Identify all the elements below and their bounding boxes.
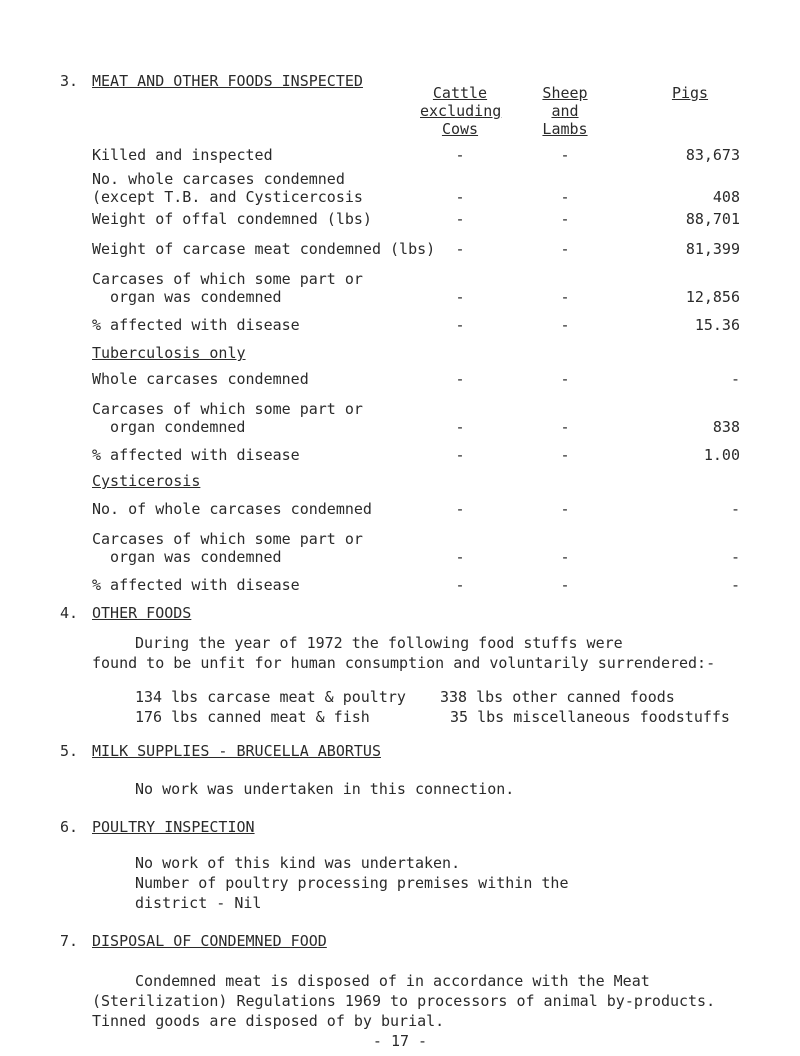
section-7-title: DISPOSAL OF CONDEMNED FOOD	[92, 932, 327, 950]
section-4-para-line2: found to be unfit for human consumption and voluntarily surrendered:-	[92, 654, 716, 672]
row-carcase-meat-pigs: 81,399	[685, 240, 740, 258]
tb-row-part-pigs: 838	[712, 418, 740, 436]
section-7-para-line1: Condemned meat is disposed of in accordance with the Meat	[135, 972, 650, 990]
row-carcase-meat-label: Weight of carcase meat condemned (lbs)	[92, 240, 436, 258]
tb-row-affected-label: % affected with disease	[92, 446, 300, 464]
cy-row-whole-label: No. of whole carcases condemned	[92, 500, 372, 518]
section-4-title: OTHER FOODS	[92, 604, 192, 622]
tb-row-part-label-1: Carcases of which some part or	[92, 400, 363, 418]
section-6-para-line3: district - Nil	[135, 894, 262, 912]
row-affected-cattle: -	[455, 316, 465, 334]
row-killed-label: Killed and inspected	[92, 146, 273, 164]
row-affected-pigs: 15.36	[694, 316, 740, 334]
cy-row-affected-pigs: -	[730, 576, 740, 594]
row-part-cattle: -	[455, 288, 465, 306]
section-5-title: MILK SUPPLIES - BRUCELLA ABORTUS	[92, 742, 381, 760]
section-7-para-line3: Tinned goods are disposed of by burial.	[92, 1012, 445, 1030]
tb-row-part-sheep: -	[560, 418, 570, 436]
section-6-title: POULTRY INSPECTION	[92, 818, 255, 836]
tb-row-affected-cattle: -	[455, 446, 465, 464]
section-5-para: No work was undertaken in this connection.	[135, 780, 515, 798]
cy-row-whole-sheep: -	[560, 500, 570, 518]
row-whole-cattle: -	[455, 188, 465, 206]
cy-row-part-label-1: Carcases of which some part or	[92, 530, 363, 548]
row-whole-sheep: -	[560, 188, 570, 206]
tb-row-whole-label: Whole carcases condemned	[92, 370, 309, 388]
tb-row-whole-pigs: -	[730, 370, 740, 388]
header-cattle-line2: excluding	[420, 102, 502, 120]
section-4-para-line1: During the year of 1972 the following food stuffs were	[135, 634, 623, 652]
tb-row-whole-cattle: -	[455, 370, 465, 388]
tb-row-part-cattle: -	[455, 418, 465, 436]
header-sheep-line2: and	[551, 102, 579, 120]
row-killed-pigs: 83,673	[685, 146, 740, 164]
cysticerosis-heading: Cysticerosis	[92, 472, 201, 490]
section-6-para-line2: Number of poultry processing premises within the	[135, 874, 569, 892]
section-6-number: 6.	[60, 818, 79, 836]
row-part-label-1: Carcases of which some part or	[92, 270, 363, 288]
row-part-label-2: organ was condemned	[110, 288, 282, 306]
section-5-number: 5.	[60, 742, 79, 760]
row-killed-cattle: -	[455, 146, 465, 164]
header-sheep-line3: Lambs	[542, 120, 588, 138]
cy-row-whole-pigs: -	[730, 500, 740, 518]
food-item-2: 338 lbs other canned foods	[440, 688, 675, 706]
row-whole-pigs: 408	[712, 188, 740, 206]
header-pigs: Pigs	[671, 84, 709, 102]
cy-row-affected-cattle: -	[455, 576, 465, 594]
row-part-sheep: -	[560, 288, 570, 306]
tb-row-whole-sheep: -	[560, 370, 570, 388]
row-whole-label-1: No. whole carcases condemned	[92, 170, 345, 188]
row-offal-cattle: -	[455, 210, 465, 228]
header-cattle-line1: Cattle	[432, 84, 488, 102]
row-offal-pigs: 88,701	[685, 210, 740, 228]
food-item-4: 35 lbs miscellaneous foodstuffs	[450, 708, 730, 726]
tb-row-part-label-2: organ condemned	[110, 418, 246, 436]
cy-row-part-sheep: -	[560, 548, 570, 566]
row-affected-label: % affected with disease	[92, 316, 300, 334]
section-3-number: 3.	[60, 72, 79, 90]
row-carcase-meat-sheep: -	[560, 240, 570, 258]
food-item-3: 176 lbs canned meat & fish	[135, 708, 370, 726]
tb-row-affected-pigs: 1.00	[703, 446, 740, 464]
section-4-number: 4.	[60, 604, 79, 622]
row-offal-sheep: -	[560, 210, 570, 228]
section-7-para-line2: (Sterilization) Regulations 1969 to processors of animal by-products.	[92, 992, 716, 1010]
row-carcase-meat-cattle: -	[455, 240, 465, 258]
cy-row-affected-sheep: -	[560, 576, 570, 594]
section-3-title: MEAT AND OTHER FOODS INSPECTED	[92, 72, 363, 90]
page-number: - 17 -	[372, 1032, 428, 1050]
cy-row-affected-label: % affected with disease	[92, 576, 300, 594]
row-affected-sheep: -	[560, 316, 570, 334]
row-part-pigs: 12,856	[685, 288, 740, 306]
cy-row-part-label-2: organ was condemned	[110, 548, 282, 566]
section-7-number: 7.	[60, 932, 79, 950]
tuberculosis-heading: Tuberculosis only	[92, 344, 246, 362]
row-whole-label-2: (except T.B. and Cysticercosis	[92, 188, 363, 206]
tb-row-affected-sheep: -	[560, 446, 570, 464]
row-offal-label: Weight of offal condemned (lbs)	[92, 210, 372, 228]
header-sheep-line1: Sheep	[542, 84, 588, 102]
cy-row-part-cattle: -	[455, 548, 465, 566]
section-6-para-line1: No work of this kind was undertaken.	[135, 854, 461, 872]
row-killed-sheep: -	[560, 146, 570, 164]
header-cattle-line3: Cows	[441, 120, 479, 138]
cy-row-whole-cattle: -	[455, 500, 465, 518]
food-item-1: 134 lbs carcase meat & poultry	[135, 688, 406, 706]
cy-row-part-pigs: -	[730, 548, 740, 566]
